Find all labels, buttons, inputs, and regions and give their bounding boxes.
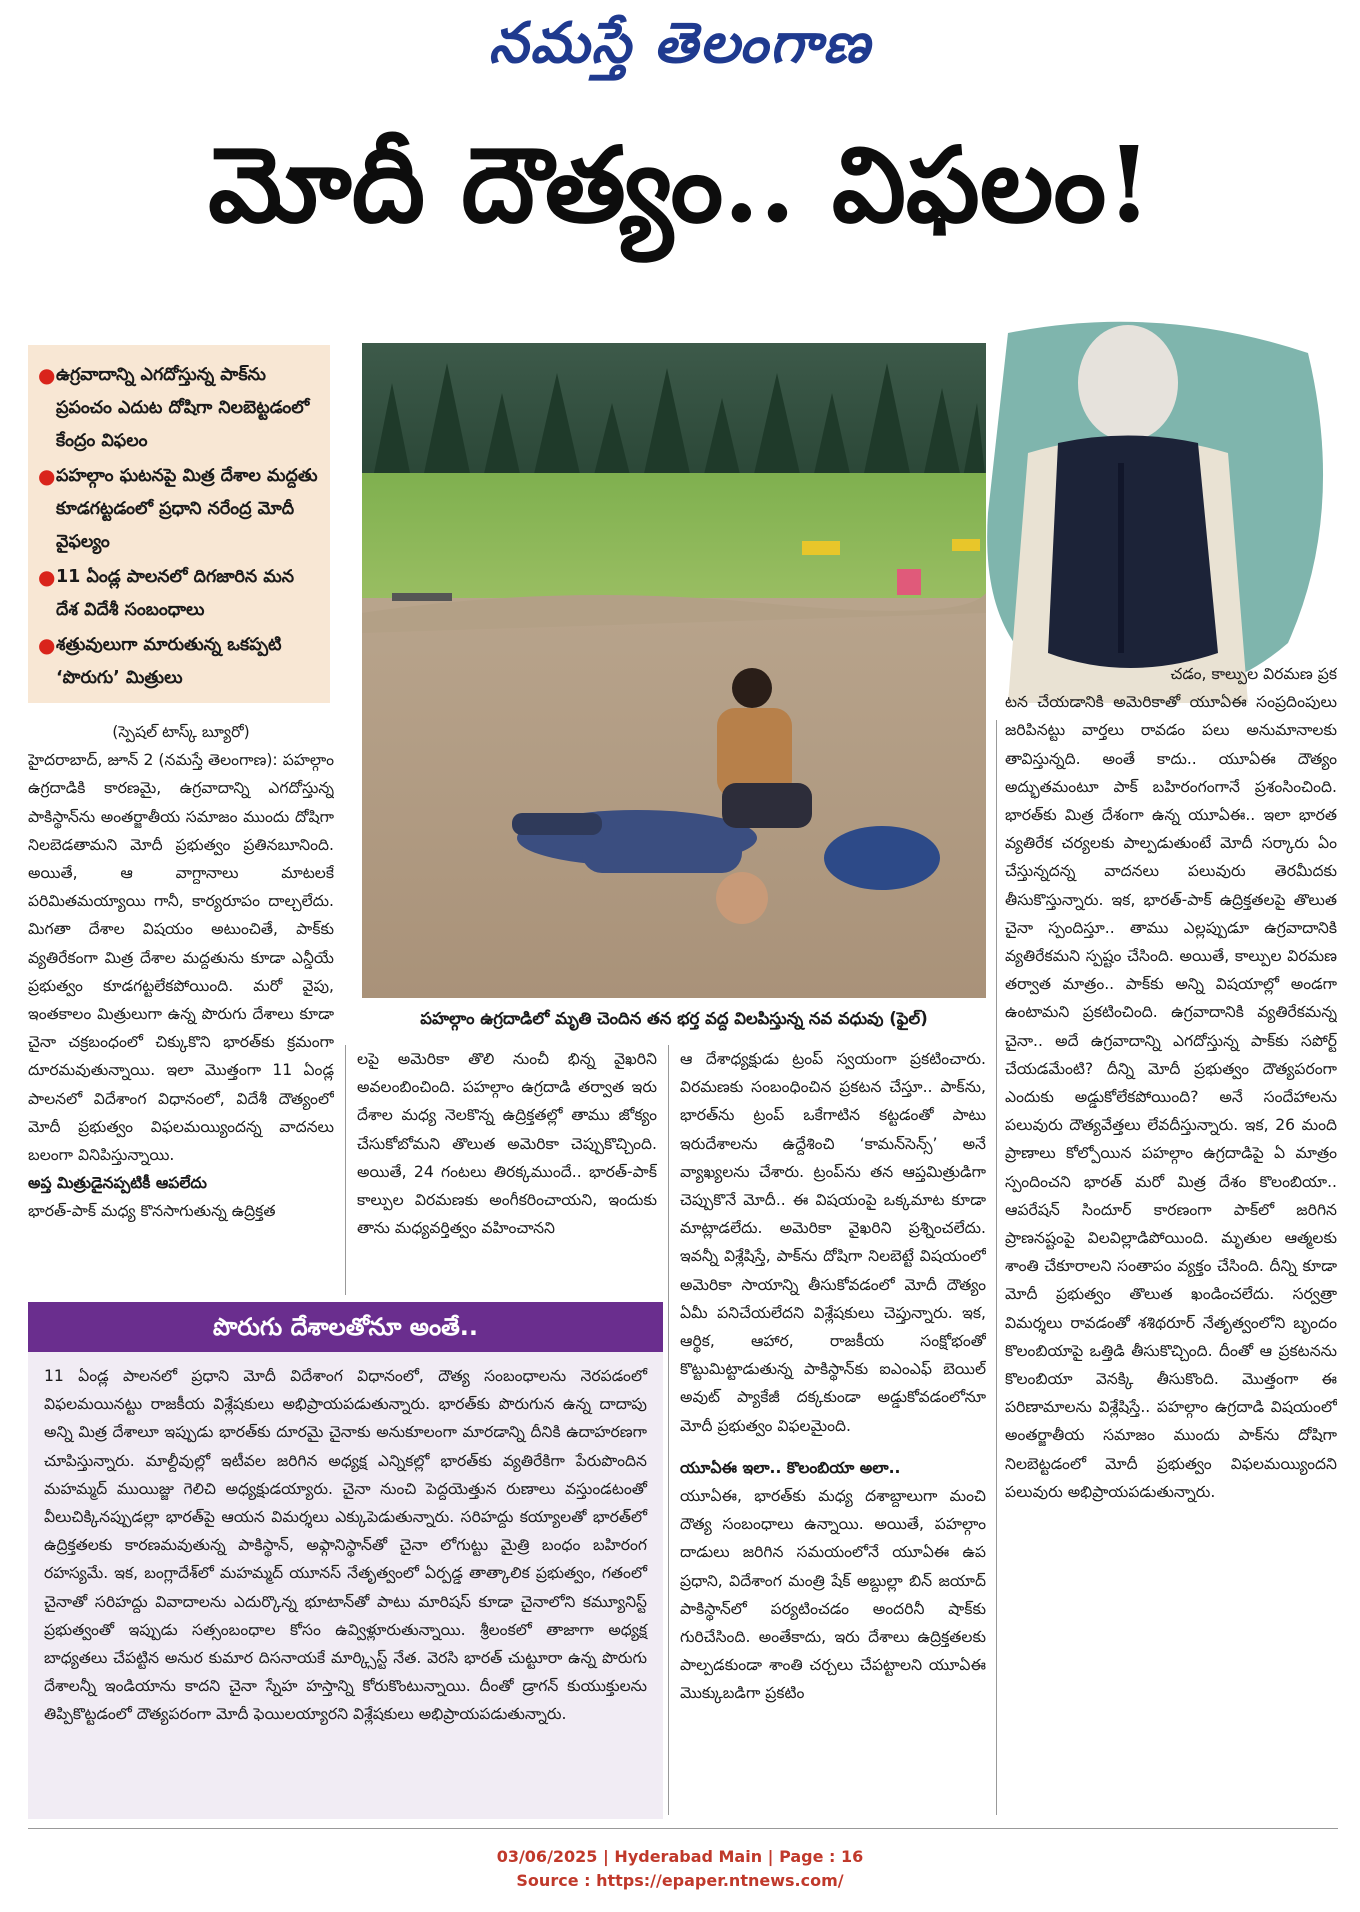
- article-paragraph: చడం, కాల్పుల విరమణ ప్రక: [1170, 665, 1337, 683]
- masthead-logo: నమస్తే తెలంగాణ: [488, 10, 872, 76]
- bullet-dot-icon: ●: [38, 633, 56, 657]
- byline: (స్పెషల్ టాస్క్ బ్యూరో): [112, 723, 250, 741]
- article-subhead: యూఏఈ ఇలా.. కొలంబియా అలా..: [680, 1458, 901, 1477]
- article-paragraph: యూఏఈ, భారత్‌కు మధ్య దశాబ్దాలుగా మంచి దౌత్య సంబంధాలు ఉన్నాయి. అయితే, పహల్గాం దాడులు జరిగిన సమయంలోనే యూఏఈ ఉప ప్రధాని, విదేశాంగ మంత్రి షేక్ అబ్దుల్లా బిన్ జయాద్ పాకిస్థాన్‌లో పర్యటించడం అందరినీ షాక్‌కు గురిచేసింది. అంతేకాదు, ఇరు దేశాలు ఉద్రిక్తతలకు పాల్పడకుండా శాంతి చర్చలు చేపట్టాలని యూఏఈ మొక్కుబడిగా ప్రకటిం: [680, 1487, 986, 1703]
- article-column-2: [357, 1045, 657, 1295]
- portrait-photo: [968, 313, 1346, 703]
- leader-portrait-illustration: [968, 313, 1346, 703]
- article-paragraph: టన చేయడానికి అమెరికాతో యూఏఈ సంప్రదింపులు జరిపినట్టు వార్తలు రావడం పలు అనుమానాలకు తావిస్తున్నది. అంతే కాదు.. యూఏఈ దౌత్యం అద్భుతమంటూ పాక్ బహిరంగంగానే ప్రశంసించింది. భారత్‌కు మిత్ర దేశంగా ఉన్న యూఏఈ.. ఇలా భారత వ్యతిరేక చర్యలకు పాల్పడుతుంటే మోదీ సర్కారు ఏం చేస్తున్నదన్న వాదనలు పలువురు తెరమీదకు తీసుకొస్తున్నారు. ఇక, భారత్-పాక్ ఉద్రిక్తతలపై తొలుత చైనా స్పందిస్తూ.. తాము ఎల్లప్పుడూ ఉగ్రవాదానికి వ్యతిరేకమని స్పష్టం చేసింది. అయితే, కాల్పుల విరమణ తర్వాత మాత్రం.. పాక్‌కు అన్ని విషయాల్లో అండగా ఉంటామని ప్రకటించింది. ఉగ్రవాదానికి వ్యతిరేకమన్న చైనా.. అదే ఉగ్రవాదాన్ని ఎగదోస్తున్న పాక్‌కు సపోర్ట్ చేయడమేంటి? దీన్ని మోదీ ప్రభుత్వం దౌత్యపరంగా ఎందుకు అడ్డుకోలేకపోయింది? అనే సందేహాలను పలువురు దౌత్యవేత్తలు లేవదీస్తున్నారు. ఇక, 26 మంది ప్రాణాలు కోల్పోయిన పహల్గాం ఉగ్రదాడిపై ఏ మాత్రం స్పందించని భారత్ మరో మిత్ర దేశం కొలంబియా.. ఆపరేషన్ సిందూర్ కారణంగా పాక్‌లో జరిగిన ప్రాణనష్టంపై విలవిల్లాడిపోయింది. మృతుల ఆత్మలకు శాంతి చేకూరాలని సంతాపం వ్యక్తం చేసింది. దీన్ని కూడా మోదీ ప్రభుత్వం తొలుత ఖండించలేదు. సర్వత్రా విమర్శలు రావడంతో శశిథరూర్ నేతృత్వంలోని బృందం కొలంబియాపై ఒత్తిడి తీసుకొచ్చింది. దీంతో ఆ ప్రకటనను కొలంబియా వెనక్కి తీసుకొంది. మొత్తంగా ఈ పరిణామాలను విశ్లేషిస్తే.. పహల్గాం ఉగ్రదాడి విషయంలో అంతర్జాతీయ సమాజం ముందు పాక్‌ను దోషిగా నిలబెట్టడంలో మోదీ ప్రభుత్వం విఫలమయ్యిందని పలువురు అభిప్రాయపడుతున్నారు.: [1005, 693, 1337, 1501]
- highlight-item: [38, 359, 320, 458]
- footer-source-link[interactable]: Source : https://epaper.ntnews.com/: [516, 1871, 844, 1890]
- highlight-text: 11 ఏండ్ల పాలనలో దిగజారిన మన దేశ విదేశీ సంబంధాలు: [56, 567, 295, 620]
- article-paragraph: లపై అమెరికా తొలి నుంచీ భిన్న వైఖరిని అవలంబించింది. పహల్గాం ఉగ్రదాడి తర్వాత ఇరు దేశాల మధ్య నెలకొన్న ఉద్రిక్తతల్లో తాము జోక్యం చేసుకోబోమని తొలుత అమెరికా చెప్పుకొచ్చింది. అయితే, 24 గంటలు తిరక్కముందే.. భారత్-పాక్ కాల్పుల విరమణకు అంగీకరించాయని, ఇందుకు తాను మధ్యవర్తిత్వం వహించానని: [357, 1050, 657, 1238]
- footer-divider: [28, 1828, 1338, 1829]
- footer-edition-info: 03/06/2025 | Hyderabad Main | Page : 16: [496, 1847, 864, 1866]
- bullet-dot-icon: ●: [38, 464, 56, 488]
- article-column-4: [1005, 660, 1337, 1815]
- highlights-box: [28, 345, 330, 703]
- article-paragraph: ఆ దేశాధ్యక్షుడు ట్రంప్ స్వయంగా ప్రకటించారు. విరమణకు సంబంధించిన ప్రకటన చేస్తూ.. పాక్‌ను, భారత్‌ను ట్రంప్ ఒకేగాటిన కట్టడంతో పాటు ఇరుదేశాలను ఉద్దేశించి ‘కామన్‌సెన్స్’ అనే వ్యాఖ్యలను చేశారు. ట్రంప్‌ను తన ఆప్తమిత్రుడిగా చెప్పుకొనే మోదీ.. ఈ విషయంపై ఒక్కమాట కూడా మాట్లాడలేదు. అమెరికా వైఖరిని ప్రశ్నించలేదు. ఇవన్నీ విశ్లేషిస్తే, పాక్‌ను దోషిగా నిలబెట్టే విషయంలో అమెరికా సాయాన్ని తీసుకోవడంలో మోదీ దౌత్యం ఏమీ పనిచేయలేదని విశ్లేషకులు చెప్తున్నారు. ఇక, ఆర్థిక, ఆహార, రాజకీయ సంక్షోభంతో కొట్టుమిట్టాడుతున్న పాకిస్థాన్‌కు ఐఎంఎఫ్ బెయిల్ అవుట్ ప్యాకేజీ దక్కకుండా అడ్డుకోవడంలోనూ మోదీ ప్రభుత్వం విఫలమైంది.: [680, 1050, 986, 1435]
- column-divider: [345, 1045, 346, 1295]
- highlight-item: [38, 561, 320, 627]
- article-paragraph: భారత్-పాక్ మధ్య కొనసాగుతున్న ఉద్రిక్తత: [28, 1202, 276, 1221]
- article-paragraph: హైదరాబాద్, జూన్ 2 (నమస్తే తెలంగాణ): పహల్గాం ఉగ్రదాడికి కారణమై, ఉగ్రవాదాన్ని ఎగదోస్తున్న పాకిస్థాన్‌ను అంతర్జాతీయ సమాజం ముందు దోషిగా నిలబెడతామని మోదీ ప్రభుత్వం ప్రతినబూనింది. అయితే, ఆ వాగ్దానాలు మాటలకే పరిమితమయ్యాయి గానీ, కార్యరూపం దాల్చలేదు. మిగతా దేశాల విషయం అటుంచితే, పాక్‌కు వ్యతిరేకంగా మిత్ర దేశాల మద్దతును కూడా ఎన్డీయే ప్రభుత్వం కూడగట్టలేకపోయింది. మరో వైపు, ఇంతకాలం మిత్రులుగా ఉన్న పొరుగు దేశాలు కూడా చైనా చక్రబంధంలో చిక్కుకొని భారత్‌కు క్రమంగా దూరమవుతున్నాయి. ఇలా మొత్తంగా 11 ఏండ్ల పాలనలో విదేశాంగ విధానంలో, విదేశీ దౌత్యంలో మోదీ ప్రభుత్వం విఫలమయ్యిందన్న వాదనలు బలంగా వినిపిస్తున్నాయి.: [28, 751, 334, 1165]
- bullet-dot-icon: ●: [38, 565, 56, 589]
- meadow-photo-illustration: [362, 343, 986, 998]
- article-column-3: [680, 1045, 986, 1815]
- highlight-text: పహల్గాం ఘటనపై మిత్ర దేశాల మద్దతు కూడగట్టడంలో ప్రధాని నరేంద్ర మోదీ వైఫల్యం: [56, 466, 318, 552]
- article-subhead: అప్త మిత్రుడైనప్పటికీ ఆపలేదు: [28, 1174, 207, 1193]
- photo-caption: పహల్గాం ఉగ్రదాడిలో మృతి చెందిన తన భర్త వద్ద విలపిస్తున్న నవ వధువు (ఫైల్): [420, 1009, 928, 1028]
- column-divider: [668, 1045, 669, 1815]
- column-divider: [996, 720, 997, 1815]
- highlight-text: ఉగ్రవాదాన్ని ఎగదోస్తున్న పాక్‌ను ప్రపంచం ఎదుట దోషిగా నిలబెట్టడంలో కేంద్రం విఫలం: [56, 365, 310, 451]
- headline: మోదీ దౌత్యం.. విఫలం!: [208, 123, 1152, 246]
- bullet-dot-icon: ●: [38, 363, 56, 387]
- highlight-text: శత్రువులుగా మారుతున్న ఒకప్పటి ‘పొరుగు’ మిత్రులు: [56, 635, 282, 688]
- sidebar-box-body: 11 ఏండ్ల పాలనలో ప్రధాని మోదీ విదేశాంగ విధానంలో, దౌత్య సంబంధాలను నెరపడంలో విఫలమయినట్టు రాజకీయ విశ్లేషకులు అభిప్రాయపడుతున్నారు. భారత్‌కు పొరుగున ఉన్న దాదాపు అన్ని మిత్ర దేశాలూ ఇప్పుడు భారత్‌కు దూరమై చైనాకు అనుకూలంగా మారడాన్ని దీనికి ఉదాహరణగా చూపిస్తున్నారు. మాల్దీవుల్లో ఇటీవల జరిగిన అధ్యక్ష ఎన్నికల్లో భారత్‌కు వ్యతిరేకిగా పేరుపొందిన మహమ్మద్ ముయిజ్జు గెలిచి అధ్యక్షుడయ్యారు. చైనా నుంచి పెద్దయెత్తున రుణాలు వస్తుండటంతో వీలుచిక్కినప్పుడల్లా భారత్‌పై ఆయన విమర్శలు ఎక్కుపెడుతున్నారు. సరిహద్దు కయ్యాలతో భారత్‌లో ఉద్రిక్తతలకు కారణమవుతున్న పాకిస్థాన్, అఫ్గానిస్థాన్‌తో చైనా లోగుట్టు మైత్రి బంధం బహిరంగ రహస్యమే. ఇక, బంగ్లాదేశ్‌లో మహమ్మద్ యూనస్ నేతృత్వంలో ఏర్పడ్డ తాత్కాలిక ప్రభుత్వం, గతంలో చైనాతో సరిహద్దు వివాదాలను ఎదుర్కొన్న భూటాన్‌తో పాటు మారిషస్ కూడా చైనాలోని కమ్యూనిస్ట్ ప్రభుత్వంతో ఇప్పుడు సత్సంబంధాల కోసం ఉవ్విళ్లూరుతున్నాయి. శ్రీలంకలో తాజాగా అధ్యక్ష బాధ్యతలు చేపట్టిన అనుర కుమార దిసనాయకే మార్క్సిస్ట్ నేత. వెరసి భారత్ చుట్టూరా ఉన్న పొరుగు దేశాలన్నీ ఇండియాను కాదని చైనా స్నేహ హస్తాన్ని కోరుకొంటున్నాయి. దీంతో డ్రాగన్ కుయుక్తులను తిప్పికొట్టడంలో దౌత్యపరంగా మోదీ ఫెయిలయ్యారని విశ్లేషకులు అభిప్రాయపడుతున్నారు.: [28, 1352, 663, 1819]
- article-column-1: [28, 718, 334, 1298]
- news-photo: [362, 343, 986, 998]
- highlight-item: [38, 460, 320, 559]
- highlight-item: [38, 629, 320, 695]
- neighbours-sidebar-box: [28, 1302, 663, 1819]
- sidebar-box-title: పొరుగు దేశాలతోనూ అంతే..: [28, 1302, 663, 1352]
- page-footer: [0, 1845, 1360, 1893]
